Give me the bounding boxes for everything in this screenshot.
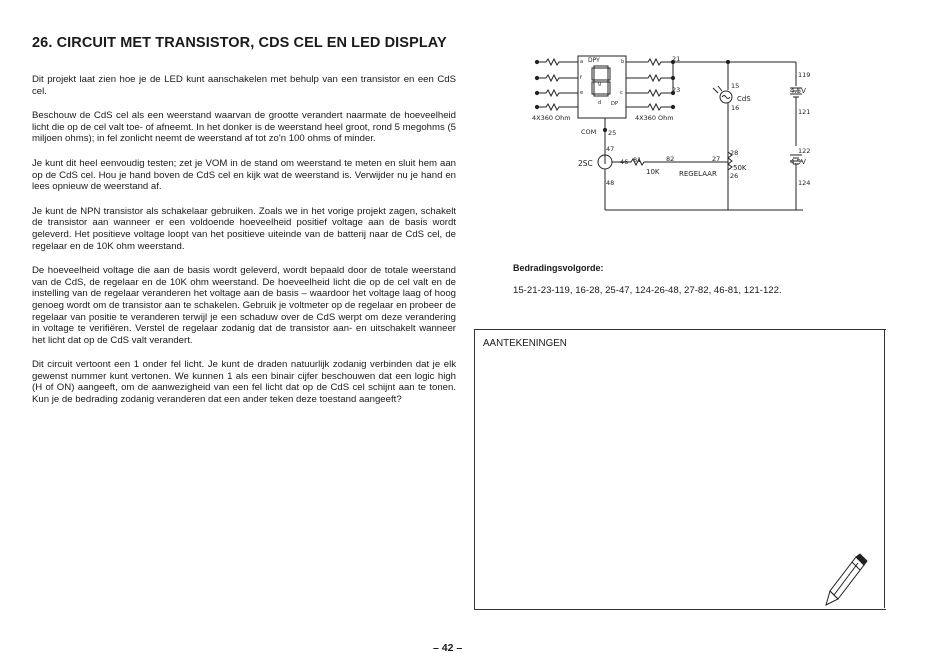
battery-label: 4.5V [790,158,806,166]
notes-title: AANTEKENINGEN [483,338,567,349]
segment-letter: d [598,100,602,106]
terminal-label: 46 [620,158,629,166]
segment-letter: c [620,90,623,96]
pencil-icon [822,553,868,611]
terminal-label: 47 [606,145,615,153]
resistor-10k-label: 10K [646,168,660,176]
resistor-label: 4X360 Ohm [532,114,571,122]
terminal-label: 16 [731,104,740,112]
com-label: COM [581,128,597,136]
terminal-label: 121 [798,108,811,116]
battery-label: 4.5V [790,87,806,95]
paragraph: De hoeveelheid voltage die aan de basis wordt geleverd, wordt bepaald door de totale weerstand van de CdS, de regelaar en de 10K ohm weerstand. De hoeveelheid licht die op de cel valt en de instelling van de regelaar veranderen het voltage aan de basis – waardoor het voltage laag of hoog genoeg wordt om de transistor aan te schakelen. Gebruik je voltmeter op de regelaar en probeer de regelaar van positie te veranderen terwijl je een schaduw over de CdS werpt om deze verandering in voltage te verifiëren. Verstel de regelaar zodanig dat de transistor aan- en uitschakelt wanneer het licht dat op de CdS valt verandert. [32,265,456,346]
paragraph: Beschouw de CdS cel als een weerstand waarvan de grootte verandert naarmate de hoeveelheid licht die op de cel valt toe- of afneemt. In het donker is de weerstand heel groot, rond 5 megohms (5 miljoen ohms); in fel zonlicht neemt de weerstand af tot zo'n 100 ohms of minder. [32,110,456,145]
pot-label: REGELAAR [679,170,717,178]
terminal-label: 82 [666,155,675,163]
wiring-heading: Bedradingsvolgorde: [513,263,604,273]
segment-letter: b [621,59,625,65]
terminal-label: 124 [798,179,811,187]
terminal-label: 26 [730,172,739,180]
terminal-label: 25 [608,129,617,137]
terminal-label: 81 [633,156,642,164]
notes-box-border [884,329,885,608]
circuit-diagram [528,52,811,214]
transistor-label: 2SC [578,159,593,168]
segment-letter: DP [611,101,618,107]
pot-value: 50K [733,164,747,172]
terminal-label: 15 [731,82,740,90]
terminal-label: 119 [798,71,811,79]
terminal-label: 21 [672,55,681,63]
paragraph: Je kunt dit heel eenvoudig testen; zet je VOM in de stand om weerstand te meten en sluit hem aan op de CdS cel. Hou je hand boven de CdS cel en kijk wat de weerstand is. Verwijder nu je hand en lees opnieuw de weerstand af. [32,157,456,193]
terminal-label: 48 [606,179,615,187]
terminal-label: 122 [798,147,811,155]
page-title: 26. CIRCUIT MET TRANSISTOR, CDS CEL EN LED DISPLAY [32,35,447,51]
display-label: DPY [588,57,600,64]
segment-letter: e [580,90,584,96]
resistor-label: 4X360 Ohm [635,114,674,122]
segment-letter: g [598,81,602,87]
wiring-sequence: 15-21-23-119, 16-28, 25-47, 124-26-48, 27-82, 46-81, 121-122. [513,285,782,296]
page-number: – 42 – [433,642,463,654]
terminal-label: 27 [712,155,721,163]
paragraph: Dit projekt laat zien hoe je de LED kunt aanschakelen met behulp van een transistor en een CdS cel. [32,74,456,97]
body-text [32,74,456,419]
terminal-label: 28 [730,149,739,157]
segment-letter: f [580,75,582,81]
segment-letter: a [580,59,584,65]
paragraph: Je kunt de NPN transistor als schakelaar gebruiken. Zoals we in het vorige projekt zagen, schakelt de transistor aan wanneer er een voldoende hoeveelheid positief voltage aan de basis wordt geleverd. Het positieve voltage loopt van het positieve uiteinde van de batterij naar de CdS cel, de regelaar en de 10K ohm weerstand. [32,205,456,252]
paragraph: Dit circuit vertoont een 1 onder fel licht. Je kunt de draden natuurlijk zodanig verbinden dat je elk gewenst nummer kunt vertonen. We kunnen 1 als een binair cijfer beschouwen dat een logic high (H of ON) aangeeft, om de aanwezigheid van een fel licht dat op de CdS cel schijnt aan te tonen. Kun je de bedrading zodanig veranderen dat een ander teken deze toestand aangeeft? [32,359,456,406]
terminal-label: 23 [672,86,681,94]
cds-label: CdS [737,95,751,103]
